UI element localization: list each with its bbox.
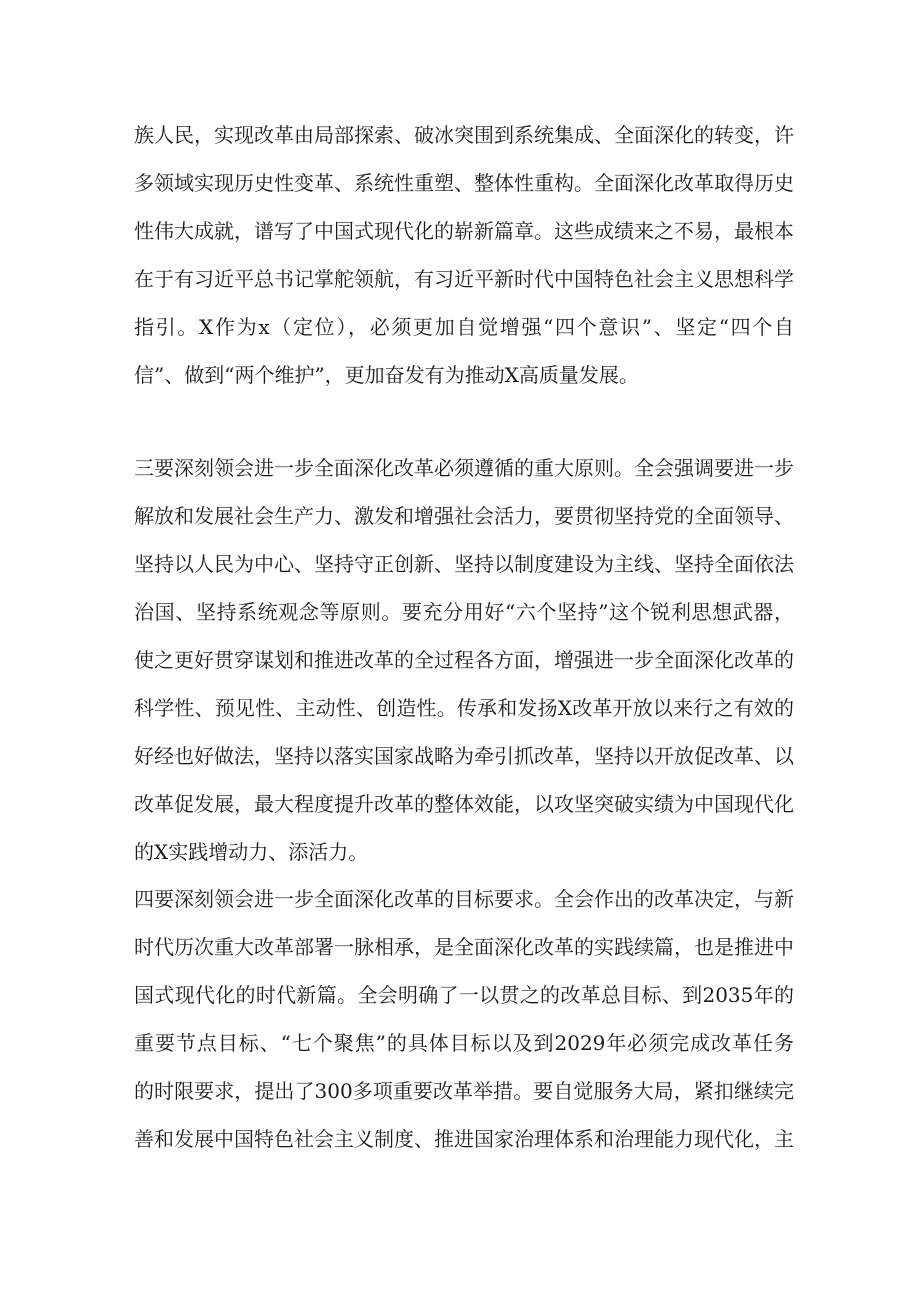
paragraph-line: 国式现代化的时代新篇。全会明确了一以贯之的改革总目标、到2035年的 (134, 983, 794, 1007)
paragraph-line: 族人民，实现改革由局部探索、破冰突围到系统集成、全面深化的转变，许 (134, 123, 794, 147)
paragraph-line: 改革促发展，最大程度提升改革的整体效能，以攻坚突破实绩为中国现代化 (134, 792, 794, 816)
paragraph-line: 时代历次重大改革部署一脉相承，是全面深化改革的实践续篇，也是推进中 (134, 935, 794, 959)
paragraph-line: 在于有习近平总书记掌舵领航，有习近平新时代中国特色社会主义思想科学 (134, 267, 794, 291)
paragraph-line: 指引。X作为x（定位），必须更加自觉增强“四个意识”、坚定“四个自 (134, 315, 794, 339)
paragraph-line: 多领域实现历史性变革、系统性重塑、整体性重构。全面深化改革取得历史 (134, 171, 794, 195)
paragraph-line: 三要深刻领会进一步全面深化改革必须遵循的重大原则。全会强调要进一步 (134, 456, 794, 480)
paragraph-line: 性伟大成就，谱写了中国式现代化的崭新篇章。这些成绩来之不易，最根本 (134, 219, 794, 243)
paragraph-line: 的时限要求，提出了300多项重要改革举措。要自觉服务大局，紧扣继续完 (134, 1079, 794, 1103)
paragraph-line: 解放和发展社会生产力、激发和增强社会活力，要贯彻坚持党的全面领导、 (134, 504, 794, 528)
paragraph-line: 好经也好做法，坚持以落实国家战略为牵引抓改革，坚持以开放促改革、以 (134, 744, 794, 768)
paragraph-line: 坚持以人民为中心、坚持守正创新、坚持以制度建设为主线、坚持全面依法 (134, 552, 794, 576)
paragraph-line: 善和发展中国特色社会主义制度、推进国家治理体系和治理能力现代化，主 (134, 1127, 794, 1151)
paragraph-line: 重要节点目标、“七个聚焦”的具体目标以及到2029年必须完成改革任务 (134, 1031, 794, 1055)
paragraph-line: 使之更好贯穿谋划和推进改革的全过程各方面，增强进一步全面深化改革的 (134, 648, 794, 672)
paragraph-line: 的X实践增动力、添活力。 (134, 840, 369, 864)
paragraph-line: 科学性、预见性、主动性、创造性。传承和发扬X改革开放以来行之有效的 (134, 696, 794, 720)
paragraph-line: 四要深刻领会进一步全面深化改革的目标要求。全会作出的改革决定，与新 (134, 887, 794, 911)
paragraph-line: 治国、坚持系统观念等原则。要充分用好“六个坚持”这个锐利思想武器， (134, 600, 794, 624)
paragraph-line: 信”、做到“两个维护”，更加奋发有为推动X高质量发展。 (134, 363, 639, 387)
